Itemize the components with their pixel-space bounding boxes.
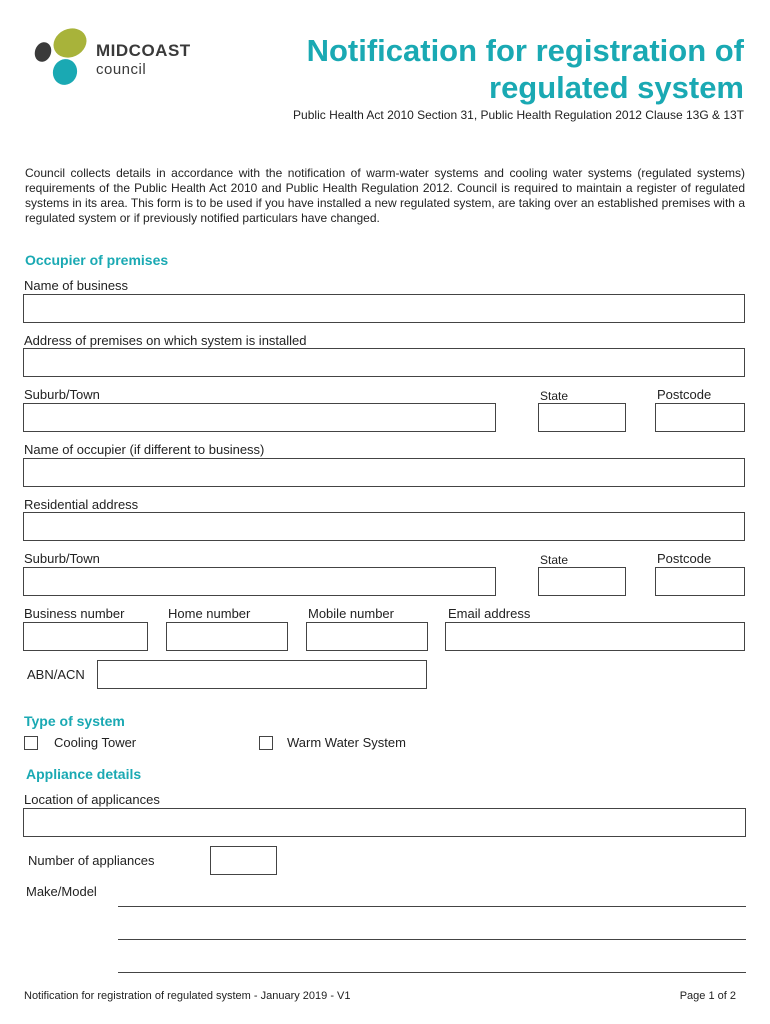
suburb2-field[interactable]: [23, 567, 496, 596]
footer-page-number: Page 1 of 2: [679, 990, 736, 1002]
form-subtitle: Public Health Act 2010 Section 31, Public Health Regulation 2012 Clause 13G & 13T: [293, 108, 744, 122]
email-label: Email address: [448, 606, 531, 621]
occupier-name-label: Name of occupier (if different to business): [24, 442, 265, 457]
logo-wordmark-line1: MIDCOAST: [96, 41, 191, 60]
business-name-field[interactable]: [23, 294, 745, 323]
abn-label: ABN/ACN: [27, 667, 85, 682]
location-field[interactable]: [23, 808, 746, 837]
state-label: State: [540, 389, 569, 403]
suburb-label: Suburb/Town: [24, 387, 100, 402]
warm-water-label: Warm Water System: [287, 735, 406, 750]
make-model-label: Make/Model: [26, 884, 97, 899]
suburb-field[interactable]: [23, 403, 496, 432]
footer-document-info: Notification for registration of regulated system - January 2019 - V1: [24, 990, 351, 1002]
business-number-label: Business number: [24, 606, 125, 621]
premises-address-label: Address of premises on which system is installed: [24, 333, 307, 348]
council-logo: [24, 24, 94, 92]
postcode2-label: Postcode: [657, 551, 712, 566]
residential-address-label: Residential address: [24, 497, 139, 512]
make-model-line-3[interactable]: [118, 972, 746, 973]
mobile-number-label: Mobile number: [308, 606, 394, 621]
make-model-line-2[interactable]: [118, 939, 746, 940]
postcode-field[interactable]: [655, 403, 745, 432]
business-number-field[interactable]: [23, 622, 148, 651]
appliance-count-label: Number of appliances: [28, 853, 155, 868]
intro-paragraph: Council collects details in accordance with the notification of warm-water systems and cooling water systems (regulated systems) requirements of the Public Health Act 2010 and Public Health Regulation 2012. Council is required to maintain a register of regulated systems in its area. This form is to be used if you have installed a new regulated system, are taking over an established premises with a regulated system or if previously notified particulars have changed.: [25, 166, 745, 225]
state2-label: State: [540, 553, 569, 567]
suburb2-label: Suburb/Town: [24, 551, 100, 566]
home-number-label: Home number: [168, 606, 251, 621]
abn-field[interactable]: [97, 660, 427, 689]
section-heading-system-type: Type of system: [24, 713, 125, 729]
email-field[interactable]: [445, 622, 745, 651]
state2-field[interactable]: [538, 567, 626, 596]
section-heading-appliance: Appliance details: [26, 766, 142, 782]
form-title-line1: Notification for registration of: [306, 33, 744, 68]
occupier-name-field[interactable]: [23, 458, 745, 487]
mobile-number-field[interactable]: [306, 622, 428, 651]
location-label: Location of applicances: [24, 792, 160, 807]
appliance-count-field[interactable]: [210, 846, 277, 875]
cooling-tower-checkbox[interactable]: [24, 736, 38, 750]
logo-wordmark-line2: council: [96, 61, 147, 78]
business-name-label: Name of business: [24, 278, 129, 293]
postcode2-field[interactable]: [655, 567, 745, 596]
form-title-line2: regulated system: [489, 70, 744, 105]
residential-address-field[interactable]: [23, 512, 745, 541]
make-model-line-1[interactable]: [118, 906, 746, 907]
cooling-tower-label: Cooling Tower: [54, 735, 137, 750]
state-field[interactable]: [538, 403, 626, 432]
warm-water-checkbox[interactable]: [259, 736, 273, 750]
home-number-field[interactable]: [166, 622, 288, 651]
premises-address-field[interactable]: [23, 348, 745, 377]
council-logo-mark-icon: [24, 24, 94, 92]
postcode-label: Postcode: [657, 387, 712, 402]
section-heading-occupier: Occupier of premises: [25, 252, 169, 268]
